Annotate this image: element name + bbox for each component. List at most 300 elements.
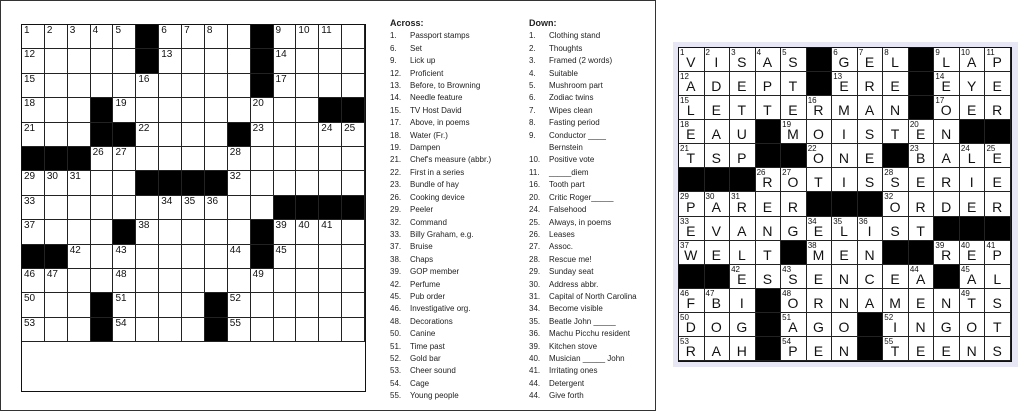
answer-number: 55 [884,336,894,346]
clue-text: Irritating ones [549,366,598,376]
grid-cell[interactable] [22,293,45,317]
grid-cell[interactable] [22,74,45,98]
clue-number: 32. [390,217,402,227]
clue-number: 39. [529,341,541,351]
across-clue [390,43,491,55]
answer-letter: E [941,78,952,95]
black-cell [251,74,274,98]
clue-text: Investigative org. [410,304,471,314]
grid-cell[interactable] [319,25,342,49]
grid-cell[interactable] [159,269,182,293]
grid-cell[interactable] [205,196,228,220]
grid-cell[interactable] [182,318,205,342]
grid-cell[interactable] [319,293,342,317]
grid-cell[interactable] [319,147,342,171]
grid-cell[interactable] [113,293,136,317]
grid-cell[interactable] [91,147,114,171]
grid-cell[interactable] [91,25,114,49]
grid-cell[interactable] [228,220,251,244]
grid-cell[interactable] [228,147,251,171]
grid-cell[interactable] [136,220,159,244]
grid-cell[interactable] [319,318,342,342]
grid-cell[interactable] [136,147,159,171]
grid-cell[interactable] [159,318,182,342]
grid-cell[interactable] [319,171,342,195]
answer-letter: L [942,54,952,71]
grid-cell[interactable] [45,318,68,342]
grid-cell[interactable] [45,98,68,122]
clue-text: Water (Fr.) [410,130,448,140]
answer-letter: S [890,174,901,191]
answer-number: 51 [782,312,792,322]
answer-number: 30 [705,192,715,202]
answer-cell [909,265,935,289]
grid-cell[interactable] [342,25,365,49]
grid-cell[interactable] [205,245,228,269]
grid-cell[interactable] [274,98,297,122]
clue-number: 27 [115,146,127,158]
grid-cell[interactable] [296,220,319,244]
grid-cell[interactable] [22,220,45,244]
grid-cell[interactable] [113,147,136,171]
answer-letter: T [763,246,773,263]
grid-cell[interactable] [342,220,365,244]
across-clue [390,229,491,241]
answer-number: 12 [680,72,689,82]
clue-number: 3. [529,56,536,66]
grid-cell[interactable] [274,293,297,317]
grid-cell[interactable] [91,171,114,195]
grid-cell[interactable] [319,245,342,269]
answer-number: 21 [680,144,689,154]
answer-letter: N [915,318,927,335]
answer-cell [909,120,935,144]
grid-cell[interactable] [274,269,297,293]
clue-text: Decorations [410,316,453,326]
grid-cell[interactable] [251,318,274,342]
clue-number: 46 [24,268,36,280]
answer-letter: N [838,270,851,287]
answer-letter: R [762,174,774,191]
answer-cell [705,289,731,313]
grid-cell[interactable] [113,269,136,293]
grid-cell[interactable] [274,171,297,195]
clue-text: Detergent [549,378,585,388]
grid-cell[interactable] [136,245,159,269]
answer-cell [756,241,782,265]
clue-text: First in a series [410,167,465,177]
grid-cell[interactable] [136,293,159,317]
grid-cell[interactable] [91,220,114,244]
grid-cell[interactable] [22,171,45,195]
answer-cell [883,265,909,289]
grid-cell[interactable] [159,220,182,244]
black-cell [296,196,319,220]
answer-letter: M [838,102,851,119]
clue-text: Perfume [410,279,441,289]
grid-cell[interactable] [159,196,182,220]
down-clue [529,291,637,303]
across-clue [390,130,491,142]
clue-number: 52 [229,293,241,305]
grid-cell[interactable] [136,318,159,342]
black-cell [909,96,935,120]
clue-number: 11. [529,167,540,177]
grid-cell[interactable] [182,269,205,293]
answer-letter: N [890,102,902,119]
grid-cell[interactable] [296,171,319,195]
grid-cell[interactable] [319,123,342,147]
answer-cell [679,144,705,168]
grid-cell[interactable] [159,98,182,122]
grid-cell[interactable] [274,25,297,49]
grid-cell[interactable] [274,220,297,244]
grid-cell[interactable] [182,147,205,171]
grid-cell[interactable] [45,196,68,220]
answer-letter: F [686,294,697,311]
grid-cell[interactable] [251,147,274,171]
clue-number: 31. [529,291,541,301]
answer-letter: E [839,246,850,263]
grid-cell[interactable] [45,123,68,147]
clue-number: 43 [115,244,127,256]
answer-number: 24 [960,144,970,154]
grid-cell[interactable] [296,25,319,49]
grid-cell[interactable] [22,25,45,49]
down-clue [529,154,637,166]
grid-cell[interactable] [319,74,342,98]
grid-cell[interactable] [113,245,136,269]
grid-cell[interactable] [68,74,91,98]
answer-cell [705,241,731,265]
grid-cell[interactable] [296,98,319,122]
answer-cell [934,72,960,96]
grid-cell[interactable] [136,196,159,220]
answer-letter: S [788,270,799,287]
grid-cell[interactable] [136,98,159,122]
grid-cell[interactable] [274,245,297,269]
grid-cell[interactable] [68,25,91,49]
across-clue [390,30,491,42]
answer-letter: O [940,102,953,119]
black-cell [807,192,833,216]
answer-number: 37 [680,240,689,250]
answer-number: 49 [960,288,970,298]
clue-text: Cage [410,378,430,388]
black-cell [251,25,274,49]
grid-cell[interactable] [113,25,136,49]
grid-cell[interactable] [205,74,228,98]
answer-cell [934,48,960,72]
grid-cell[interactable] [342,147,365,171]
grid-cell[interactable] [22,269,45,293]
grid-cell[interactable] [251,196,274,220]
grid-cell[interactable] [205,220,228,244]
grid-cell[interactable] [68,318,91,342]
answer-letter: I [842,174,847,191]
black-cell [45,245,68,269]
answer-letter: A [762,54,774,71]
black-cell [832,192,858,216]
grid-cell[interactable] [22,98,45,122]
clue-text: Clothing stand [549,31,601,41]
grid-cell[interactable] [251,171,274,195]
clue-number: 48 [115,268,127,280]
grid-cell[interactable] [228,245,251,269]
answer-letter: T [814,174,824,191]
grid-cell[interactable] [68,220,91,244]
down-clue [529,68,637,80]
grid-cell[interactable] [342,293,365,317]
grid-cell[interactable] [228,196,251,220]
down-clue [529,328,637,340]
down-clue [529,241,637,253]
clue-number: 51 [115,293,127,305]
clue-number: 28 [229,146,241,158]
grid-cell[interactable] [296,293,319,317]
grid-cell[interactable] [68,49,91,73]
clue-number: 23. [390,180,402,190]
answer-letter: E [967,198,978,215]
grid-cell[interactable] [22,196,45,220]
grid-cell[interactable] [296,245,319,269]
answer-letter: R [813,102,825,119]
answer-cell [985,192,1011,216]
grid-cell[interactable] [113,318,136,342]
grid-cell[interactable] [205,269,228,293]
grid-cell[interactable] [182,293,205,317]
clue-number: 4 [92,25,99,36]
grid-cell[interactable] [159,49,182,73]
answer-cell [705,313,731,337]
grid-cell[interactable] [342,49,365,73]
clue-number: 5. [529,81,536,91]
grid-cell[interactable] [342,171,365,195]
clue-number: 50 [24,293,36,305]
grid-cell[interactable] [274,49,297,73]
grid-cell[interactable] [91,196,114,220]
grid-cell[interactable] [251,123,274,147]
black-cell [781,241,807,265]
clue-number: 8 [206,25,213,36]
grid-cell[interactable] [68,293,91,317]
answer-cell [934,313,960,337]
grid-cell[interactable] [319,269,342,293]
grid-cell[interactable] [228,293,251,317]
grid-cell[interactable] [228,98,251,122]
grid-cell[interactable] [251,98,274,122]
grid-cell[interactable] [274,318,297,342]
grid-cell[interactable] [319,220,342,244]
answer-letter: P [788,343,799,359]
grid-cell[interactable] [205,49,228,73]
answer-cell [807,241,833,265]
grid-cell[interactable] [45,293,68,317]
grid-cell[interactable] [228,74,251,98]
grid-cell[interactable] [45,269,68,293]
grid-cell[interactable] [68,245,91,269]
grid-cell[interactable] [182,123,205,147]
grid-cell[interactable] [251,293,274,317]
grid-cell[interactable] [342,74,365,98]
answer-letter: V [711,222,722,239]
answer-letter: E [890,78,901,95]
grid-cell[interactable] [274,74,297,98]
answer-letter: I [969,174,975,191]
grid-cell[interactable] [228,25,251,49]
clue-text: Above, in poems [410,118,470,128]
grid-cell[interactable] [45,220,68,244]
grid-cell[interactable] [159,74,182,98]
grid-cell[interactable] [296,74,319,98]
grid-cell[interactable] [182,245,205,269]
across-clue [390,291,491,303]
answer-cell [807,168,833,192]
grid-cell[interactable] [228,269,251,293]
grid-cell[interactable] [182,220,205,244]
grid-cell[interactable] [45,171,68,195]
across-clue [390,378,491,390]
answer-cell [960,144,986,168]
grid-cell[interactable] [228,49,251,73]
black-cell [960,217,986,241]
grid-cell[interactable] [205,25,228,49]
grid-cell[interactable] [22,49,45,73]
clue-text: Dampen [410,143,441,153]
answer-letter: I [893,318,899,335]
clue-text: TV Host David [410,105,462,115]
grid-cell[interactable] [159,123,182,147]
grid-cell[interactable] [136,269,159,293]
answer-cell [883,337,909,361]
answer-cell [679,96,705,120]
grid-cell[interactable] [113,98,136,122]
answer-cell [781,48,807,72]
grid-cell[interactable] [182,49,205,73]
clue-number: 33. [390,229,402,239]
grid-cell[interactable] [182,98,205,122]
grid-cell[interactable] [182,196,205,220]
grid-cell[interactable] [136,74,159,98]
clue-number: 39. [390,267,402,277]
grid-cell[interactable] [45,74,68,98]
grid-cell[interactable] [91,269,114,293]
clue-number: 51. [390,341,402,351]
clue-number: 2 [46,25,53,36]
clue-number: 55. [390,391,402,401]
answer-cell [985,96,1011,120]
grid-cell[interactable] [22,123,45,147]
grid-cell[interactable] [342,123,365,147]
clue-text: Positive vote [549,155,595,165]
clue-number: 40. [529,353,541,363]
clue-text: Critic Roger_____ [549,192,614,202]
black-cell [22,147,45,171]
black-cell [251,220,274,244]
grid-cell[interactable] [342,318,365,342]
grid-cell[interactable] [159,245,182,269]
answer-number: 22 [807,144,817,154]
grid-cell[interactable] [91,49,114,73]
grid-cell[interactable] [68,269,91,293]
grid-cell[interactable] [45,49,68,73]
grid-cell[interactable] [251,269,274,293]
grid-cell[interactable] [91,74,114,98]
grid-cell[interactable] [296,147,319,171]
grid-cell[interactable] [296,123,319,147]
grid-cell[interactable] [68,98,91,122]
answer-cell [756,192,782,216]
grid-cell[interactable] [22,318,45,342]
answer-cell [807,313,833,337]
grid-cell[interactable] [113,74,136,98]
black-cell [22,245,45,269]
grid-cell[interactable] [182,25,205,49]
black-cell [985,120,1011,144]
grid-cell[interactable] [205,98,228,122]
grid-cell[interactable] [159,25,182,49]
clue-number: 8. [529,118,536,128]
clue-number: 6. [529,93,536,103]
grid-cell[interactable] [296,269,319,293]
grid-cell[interactable] [296,318,319,342]
clue-number: 27. [529,242,541,252]
grid-cell[interactable] [136,123,159,147]
grid-cell[interactable] [68,196,91,220]
grid-cell[interactable] [182,74,205,98]
grid-cell[interactable] [342,269,365,293]
clue-number: 9. [390,56,397,66]
clue-number [529,142,549,154]
answer-number: 44 [909,264,919,274]
answer-letter: O [966,318,979,335]
answer-cell [832,313,858,337]
grid-cell[interactable] [274,147,297,171]
grid-cell[interactable] [113,171,136,195]
clue-number: 9 [275,25,282,36]
answer-cell [883,96,909,120]
grid-cell[interactable] [228,171,251,195]
grid-cell[interactable] [319,49,342,73]
down-clue [529,30,637,42]
answer-letter: O [787,174,800,191]
answer-cell [883,192,909,216]
answer-panel [673,42,1018,367]
answer-cell [705,96,731,120]
grid-cell[interactable] [342,245,365,269]
answer-cell [756,72,782,96]
grid-cell[interactable] [274,123,297,147]
grid-cell[interactable] [205,147,228,171]
grid-cell[interactable] [296,49,319,73]
grid-cell[interactable] [205,123,228,147]
grid-cell[interactable] [45,25,68,49]
grid-cell[interactable] [68,123,91,147]
answer-cell [909,313,935,337]
black-cell [113,220,136,244]
across-clue [390,341,491,353]
answer-letter: H [736,343,748,359]
grid-cell[interactable] [113,49,136,73]
grid-cell[interactable] [91,245,114,269]
grid-cell[interactable] [113,196,136,220]
across-clue [390,142,491,154]
clue-text: Tooth part [549,180,585,190]
grid-cell[interactable] [159,293,182,317]
grid-cell[interactable] [228,318,251,342]
grid-cell[interactable] [68,171,91,195]
grid-cell[interactable] [159,147,182,171]
